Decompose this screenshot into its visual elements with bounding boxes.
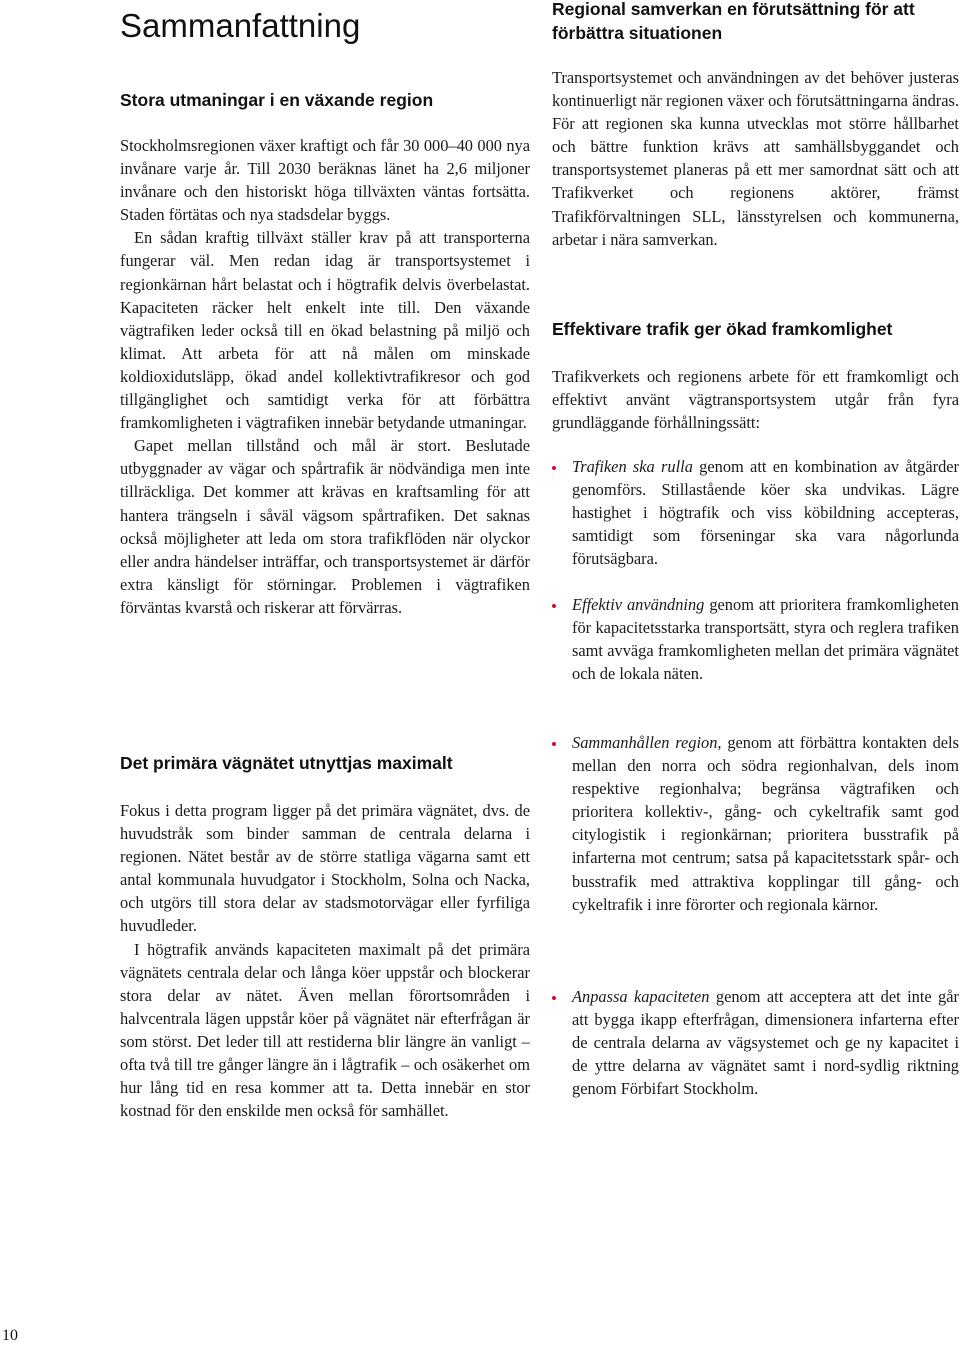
challenges-body [120,134,530,619]
page-title: Sammanfattning [120,7,361,44]
road-network-paragraph-1: Fokus i detta program ligger på det primära vägnätet, dvs. de huvudstråk som binder samman de centrala delarna i regionen. Nätet består av de större statliga vägarna samt ett antal kommunala huvudgator i Stockholm, Solna och Nacka, och utgörs till stora delar av stadsmotorvägar eller fyrfiliga huvudleder. [120,801,530,936]
list-item [552,731,959,916]
list-item-term: Trafiken ska rulla [572,457,693,476]
challenges-paragraph-2: En sådan kraftig tillväxt ställer krav på att transporterna fungerar väl. Men redan idag är transportsystemet i regionkärnan hårt belastat och i högtrafik delvis överbelastat. Kapaciteten räcker helt enkelt inte till. Den växande vägtrafiken leder också till en ökad belastning på miljö och klimat. Att arbeta för att nå målen om minskade koldioxidutsläpp, ökad andel kollektivtrafikresor och god tillgänglighet och samtidigt verka för att förbättra framkomligheten i vägtrafiken innebär betydande utmaningar. [120,228,530,433]
list-item-term: Anpassa kapaciteten [572,987,710,1006]
primary-road-network-body [120,799,530,1122]
section-heading-primary-road-network: Det primära vägnätet utnyttjas maximalt [120,753,453,773]
list-item-description: genom att prioritera framkomligheten för kapacitetsstarka transportsätt, styra och reglera trafiken samt avväga framkomligheten mellan det primära vägnätet och de lokala näten. [572,595,959,684]
bullet-dot-icon [552,604,556,608]
list-item-text [572,593,959,685]
list-item-text [572,985,959,1100]
section-heading-challenges: Stora utmaningar i en växande region [120,90,434,110]
challenges-paragraph-1: Stockholmsregionen växer kraftigt och får 30 000–40 000 nya invånare varje år. Till 2030 beräknas länet ha 2,6 miljoner invånare och den historiskt höga tillväxten väntas fortsätta. Staden förtätas och nya stadsdelar byggs. [120,136,530,225]
list-item-term: Effektiv användning [572,595,705,614]
page-number: 10 [2,1327,18,1344]
list-item-description: genom att acceptera att det inte går att bygga ikapp efterfrågan, dimensionera infarterna efter de centrala delarna av vägsystemet och ge ny kapacitet i de yttre delarna av vägnätet samt i nord-sydlig riktning genom Förbifart Stockholm. [572,987,959,1099]
section-heading-efficient-traffic: Effektivare trafik ger ökad framkomlighet [552,319,893,339]
regional-cooperation-body [552,66,959,251]
efficient-traffic-intro-text: Trafikverkets och regionens arbete för ett framkomligt och effektivt använt vägtransportsystem utgår från fyra grundläggande förhållningssätt: [552,367,959,433]
list-item [552,985,959,1100]
list-item-description: genom att en kombination av åtgärder genomförs. Stillastående köer ska undvikas. Lägre hastighet i högtrafik och viss köbildning accepteras, samtidigt som förseningar ska vara någorlunda förutsägbara. [572,457,959,569]
bullet-dot-icon [552,742,556,746]
list-item-description: , genom att förbättra kontakten dels mellan den norra och södra regionhalvan, dels inom respektive regionhalva; begränsa vägtrafiken och prioritera kollektiv-, gång- och cykeltrafik samt god citylogistik i regionkärnan; prioritera busstrafik på infarterna mot centrum; satsa på kapacitetsstark spår- och busstrafik med attraktiva kopplingar till gång- och cykeltrafik i inre förorter och regionala kärnor. [572,733,959,914]
list-item-text [572,731,959,916]
list-item-term: Sammanhållen region [572,733,718,752]
cooperation-paragraph-1: Transportsystemet och användningen av det behöver justeras kontinuerligt när regionen växer och förutsättningarna ändras. För att regionen ska kunna utvecklas mot större hållbarhet och bättre funktion krävs att samhällsbyggandet och transportsystemet planeras på ett mer samordnat sätt och att Trafikverket och regionens aktörer, främst Trafikförvaltningen SLL, länsstyrelsen och kommunerna, arbetar i nära samverkan. [552,68,959,249]
bullet-dot-icon [552,996,556,1000]
challenges-paragraph-3: Gapet mellan tillstånd och mål är stort. Beslutade utbyggnader av vägar och spårtrafik är nödvändiga men inte tillräckliga. Det kommer att krävas en kraftsamling för att hantera trängseln i såväl vägsom spårtrafiken. Det saknas också möjligheter att leda om stora trafikflöden när olyckor eller andra händelser inträffar, och transportsystemet är därför extra känsligt för störningar. Problemen i vägtrafiken förväntas kvarstå och riskerar att förvärras. [120,436,530,617]
list-item-text [572,455,959,570]
section-heading-regional-cooperation: Regional samverkan en förutsättning för att förbättra situationen [552,0,915,43]
bullet-dot-icon [552,466,556,470]
list-item [552,455,959,570]
list-item [552,593,959,685]
road-network-paragraph-2: I högtrafik används kapaciteten maximalt på det primära vägnätets centrala delar och långa köer uppstår och blockerar stora delar av nätet. Även mellan förortsområden i halvcentrala lägen uppstår köer på vägnätet när efterfrågan är som störst. Det leder till att restiderna blir längre än vanligt – ofta två till tre gånger längre än i lågtrafik – och osäkerhet om hur lång tid en resa kommer att ta. Detta innebär en stor kostnad för den enskilde men också för samhället. [120,939,530,1121]
efficient-traffic-intro [552,365,959,434]
